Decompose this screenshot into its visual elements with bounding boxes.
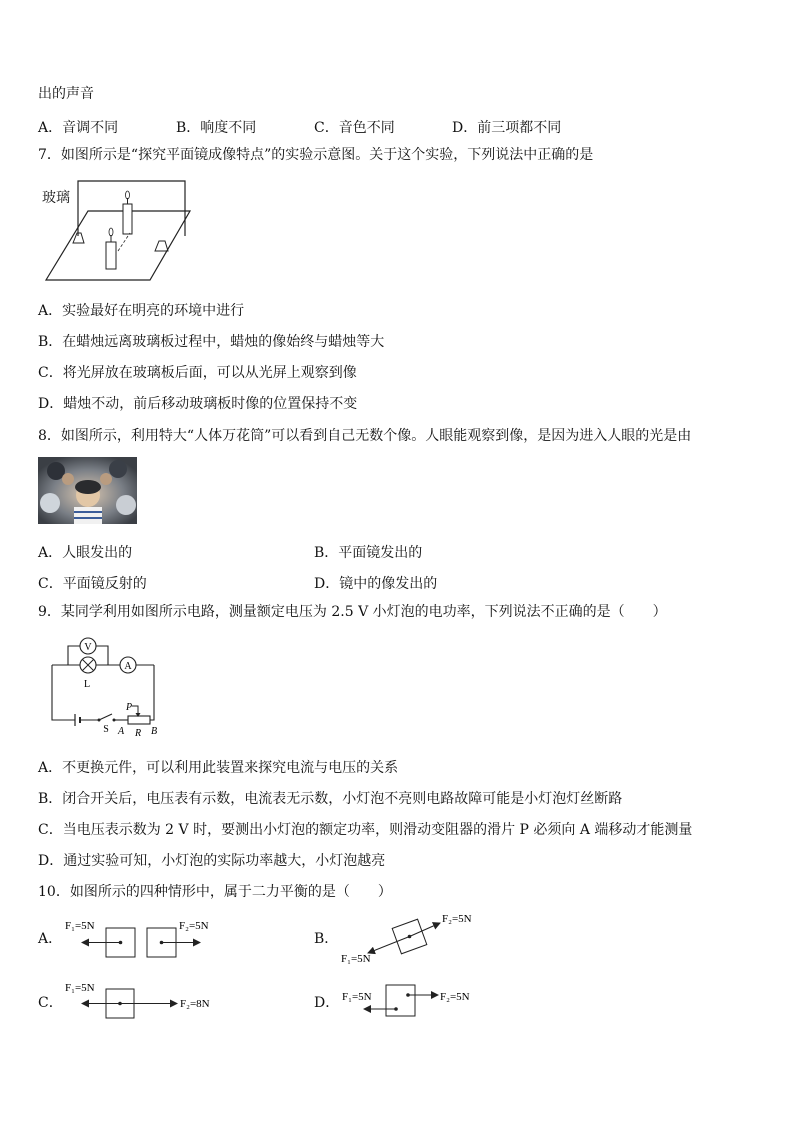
end-a-label: A <box>117 726 125 737</box>
q6-option-a[interactable]: A．音调不同 <box>38 120 119 136</box>
q10-stem: 10．如图所示的四种情形中，属于二力平衡的是（ ） <box>38 884 392 900</box>
q10-b-f1: F₁=5N <box>341 953 371 965</box>
q10-a-f1: F₁=5N <box>65 920 95 932</box>
q8-option-b[interactable]: B．平面镜发出的 <box>314 545 423 561</box>
voltmeter-label: V <box>84 642 92 653</box>
q8-kaleidoscope-photo <box>38 457 137 524</box>
q9-option-c[interactable]: C．当电压表示数为 2 V 时，要测出小灯泡的额定功率，则滑动变阻器的滑片 P 必须向 A 端移动才能测量 <box>38 822 693 838</box>
q8-stem: 8．如图所示，利用特大“人体万花筒”可以看到自己无数个像。人眼能观察到像，是因为进入人眼的光是由 <box>38 428 692 444</box>
switch-label: S <box>103 724 109 735</box>
ammeter-label: A <box>124 661 132 672</box>
q7-option-c[interactable]: C．将光屏放在玻璃板后面，可以从光屏上观察到像 <box>38 365 357 381</box>
end-b-label: B <box>150 726 158 737</box>
q6-stem-tail: 出的声音 <box>38 86 94 102</box>
q6-option-d[interactable]: D．前三项都不同 <box>452 120 562 136</box>
q10-option-c-figure[interactable] <box>62 978 222 1026</box>
q10-option-a-figure[interactable] <box>62 915 222 963</box>
q7-stem: 7．如图所示是“探究平面镜成像特点”的实验示意图。关于这个实验，下列说法中正确的是 <box>38 147 594 163</box>
q10-b-f2: F₂=5N <box>442 913 472 925</box>
q10-d-f1: F₁=5N <box>342 991 372 1003</box>
q10-c-f1: F₁=5N <box>65 982 95 994</box>
q10-option-b-figure[interactable] <box>336 908 486 968</box>
q10-option-a-letter[interactable]: A． <box>38 931 63 947</box>
q10-option-d-figure[interactable] <box>336 978 486 1026</box>
q10-c-f2: F₂=8N <box>180 998 210 1010</box>
resistor-label: R <box>134 728 142 739</box>
q7-figure-label: 玻璃 <box>42 190 70 206</box>
q10-d-f2: F₂=5N <box>440 991 470 1003</box>
q7-option-b[interactable]: B．在蜡烛远离玻璃板过程中，蜡烛的像始终与蜡烛等大 <box>38 334 385 350</box>
q8-option-a[interactable]: A．人眼发出的 <box>38 545 133 561</box>
q9-option-a[interactable]: A．不更换元件，可以利用此装置来探究电流与电压的关系 <box>38 760 399 776</box>
q9-circuit-figure <box>40 630 170 742</box>
q9-option-b[interactable]: B．闭合开关后，电压表有示数，电流表无示数，小灯泡不亮则电路故障可能是小灯泡灯丝断路 <box>38 791 623 807</box>
q10-a-f2: F₂=5N <box>179 920 209 932</box>
q9-stem: 9．某同学利用如图所示电路，测量额定电压为 2.5 V 小灯泡的电功率，下列说法不正确的是（ ） <box>38 604 667 620</box>
q10-option-c-letter[interactable]: C． <box>38 995 63 1011</box>
q10-option-b-letter[interactable]: B． <box>314 931 339 947</box>
q10-option-d-letter[interactable]: D． <box>314 995 340 1011</box>
q8-option-c[interactable]: C．平面镜反射的 <box>38 576 147 592</box>
q6-option-b[interactable]: B．响度不同 <box>176 120 257 136</box>
q6-option-c[interactable]: C．音色不同 <box>314 120 395 136</box>
q7-mirror-figure <box>40 175 200 285</box>
q7-option-d[interactable]: D．蜡烛不动，前后移动玻璃板时像的位置保持不变 <box>38 396 358 412</box>
lamp-label: L <box>83 679 91 690</box>
q8-option-d[interactable]: D．镜中的像发出的 <box>314 576 438 592</box>
q9-option-d[interactable]: D．通过实验可知，小灯泡的实际功率越大，小灯泡越亮 <box>38 853 386 869</box>
slider-label: P <box>125 702 133 713</box>
q7-option-a[interactable]: A．实验最好在明亮的环境中进行 <box>38 303 245 319</box>
